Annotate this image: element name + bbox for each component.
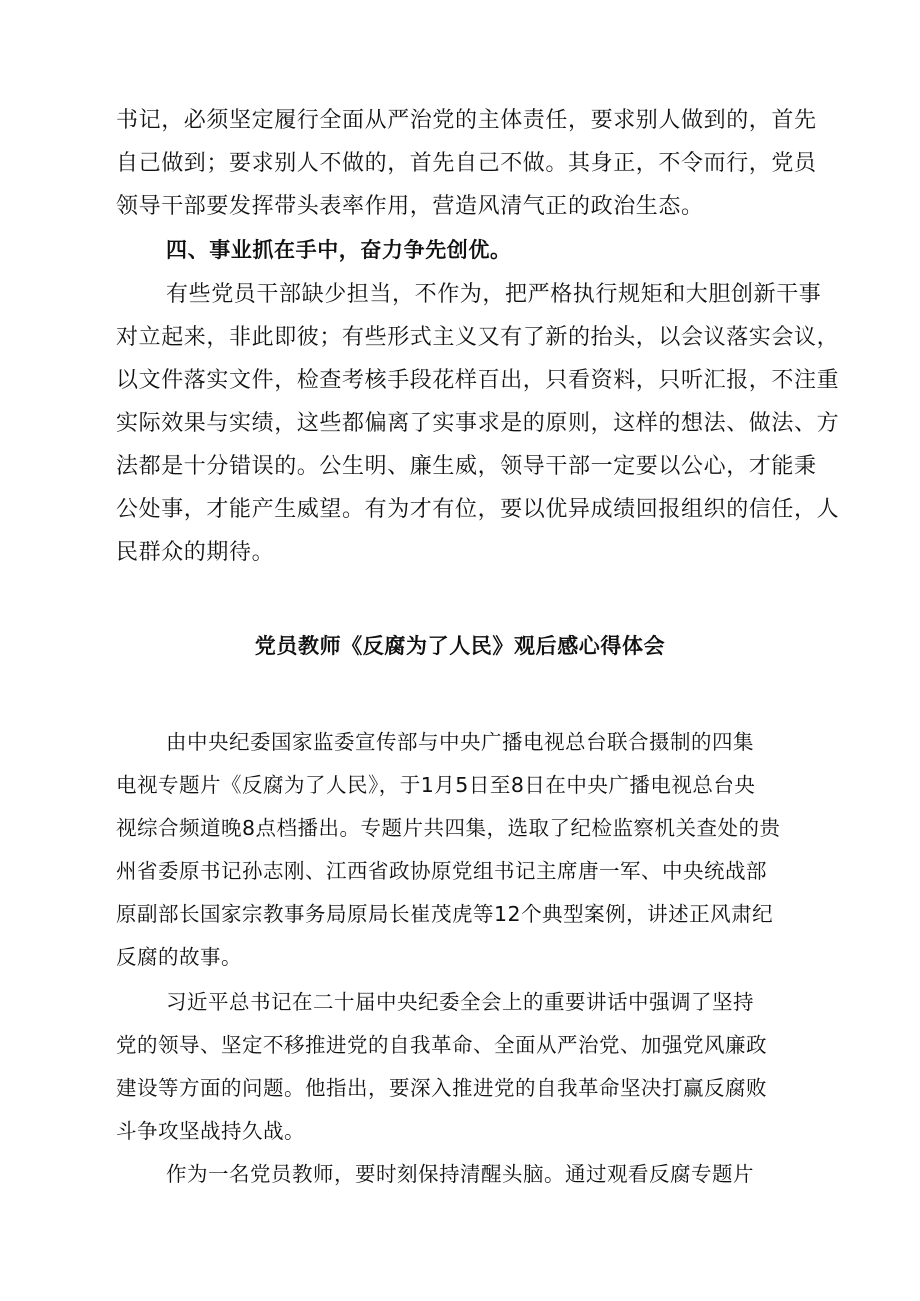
text-line: 领导干部要发挥带头表率作用，营造风清气正的政治生态。 (116, 194, 704, 219)
text-line: 原副部长国家宗教事务局原局长崔茂虎等12个典型案例，讲述正风肃纪 (116, 902, 774, 926)
text-line: 视综合频道晚8点档播出。专题片共四集，选取了纪检监察机关查处的贵 (116, 816, 781, 840)
text-line: 以文件落实文件，检查考核手段花样百出，只看资料，只听汇报，不注重 (116, 368, 840, 393)
text-line: 民群众的期待。 (116, 540, 275, 565)
text-line: 反腐的故事。 (116, 945, 242, 969)
text-line: 州省委原书记孙志刚、江西省政协原党组书记主席唐一军、中央统战部 (116, 859, 767, 883)
text-line: 有些党员干部缺少担当，不作为，把严格执行规矩和大胆创新干事 (166, 282, 822, 307)
article-title: 党员教师《反腐为了人民》观后感心得体会 (254, 634, 666, 658)
text-line: 书记，必须坚定履行全面从严治党的主体责任，要求别人做到的，首先 (116, 108, 817, 133)
text-line: 作为一名党员教师，要时刻保持清醒头脑。通过观看反腐专题片 (166, 1162, 754, 1186)
text-line: 自己做到；要求别人不做的，首先自己不做。其身正，不令而行，党员 (116, 151, 817, 176)
text-line: 实际效果与实绩，这些都偏离了实事求是的原则，这样的想法、做法、方 (116, 411, 840, 436)
text-line: 党的领导、坚定不移推进党的自我革命、全面从严治党、加强党风廉政 (116, 1033, 767, 1057)
text-line: 电视专题片《反腐为了人民》，于1月5日至8日在中央广播电视总台央 (116, 773, 756, 797)
section-heading: 四、事业抓在手中，奋力争先创优。 (166, 238, 512, 262)
text-line: 建设等方面的问题。他指出，要深入推进党的自我革命坚决打赢反腐败 (116, 1076, 767, 1100)
text-line: 由中央纪委国家监委宣传部与中央广播电视总台联合摄制的四集 (166, 730, 754, 754)
text-line: 法都是十分错误的。公生明、廉生威，领导干部一定要以公心，才能秉 (116, 454, 817, 479)
text-line: 斗争攻坚战持久战。 (116, 1119, 305, 1143)
text-line: 公处事，才能产生威望。有为才有位，要以优异成绩回报组织的信任，人 (116, 497, 840, 522)
text-line: 对立起来，非此即彼；有些形式主义又有了新的抬头，以会议落实会议， (116, 325, 840, 350)
text-line: 习近平总书记在二十届中央纪委全会上的重要讲话中强调了坚持 (166, 990, 754, 1014)
